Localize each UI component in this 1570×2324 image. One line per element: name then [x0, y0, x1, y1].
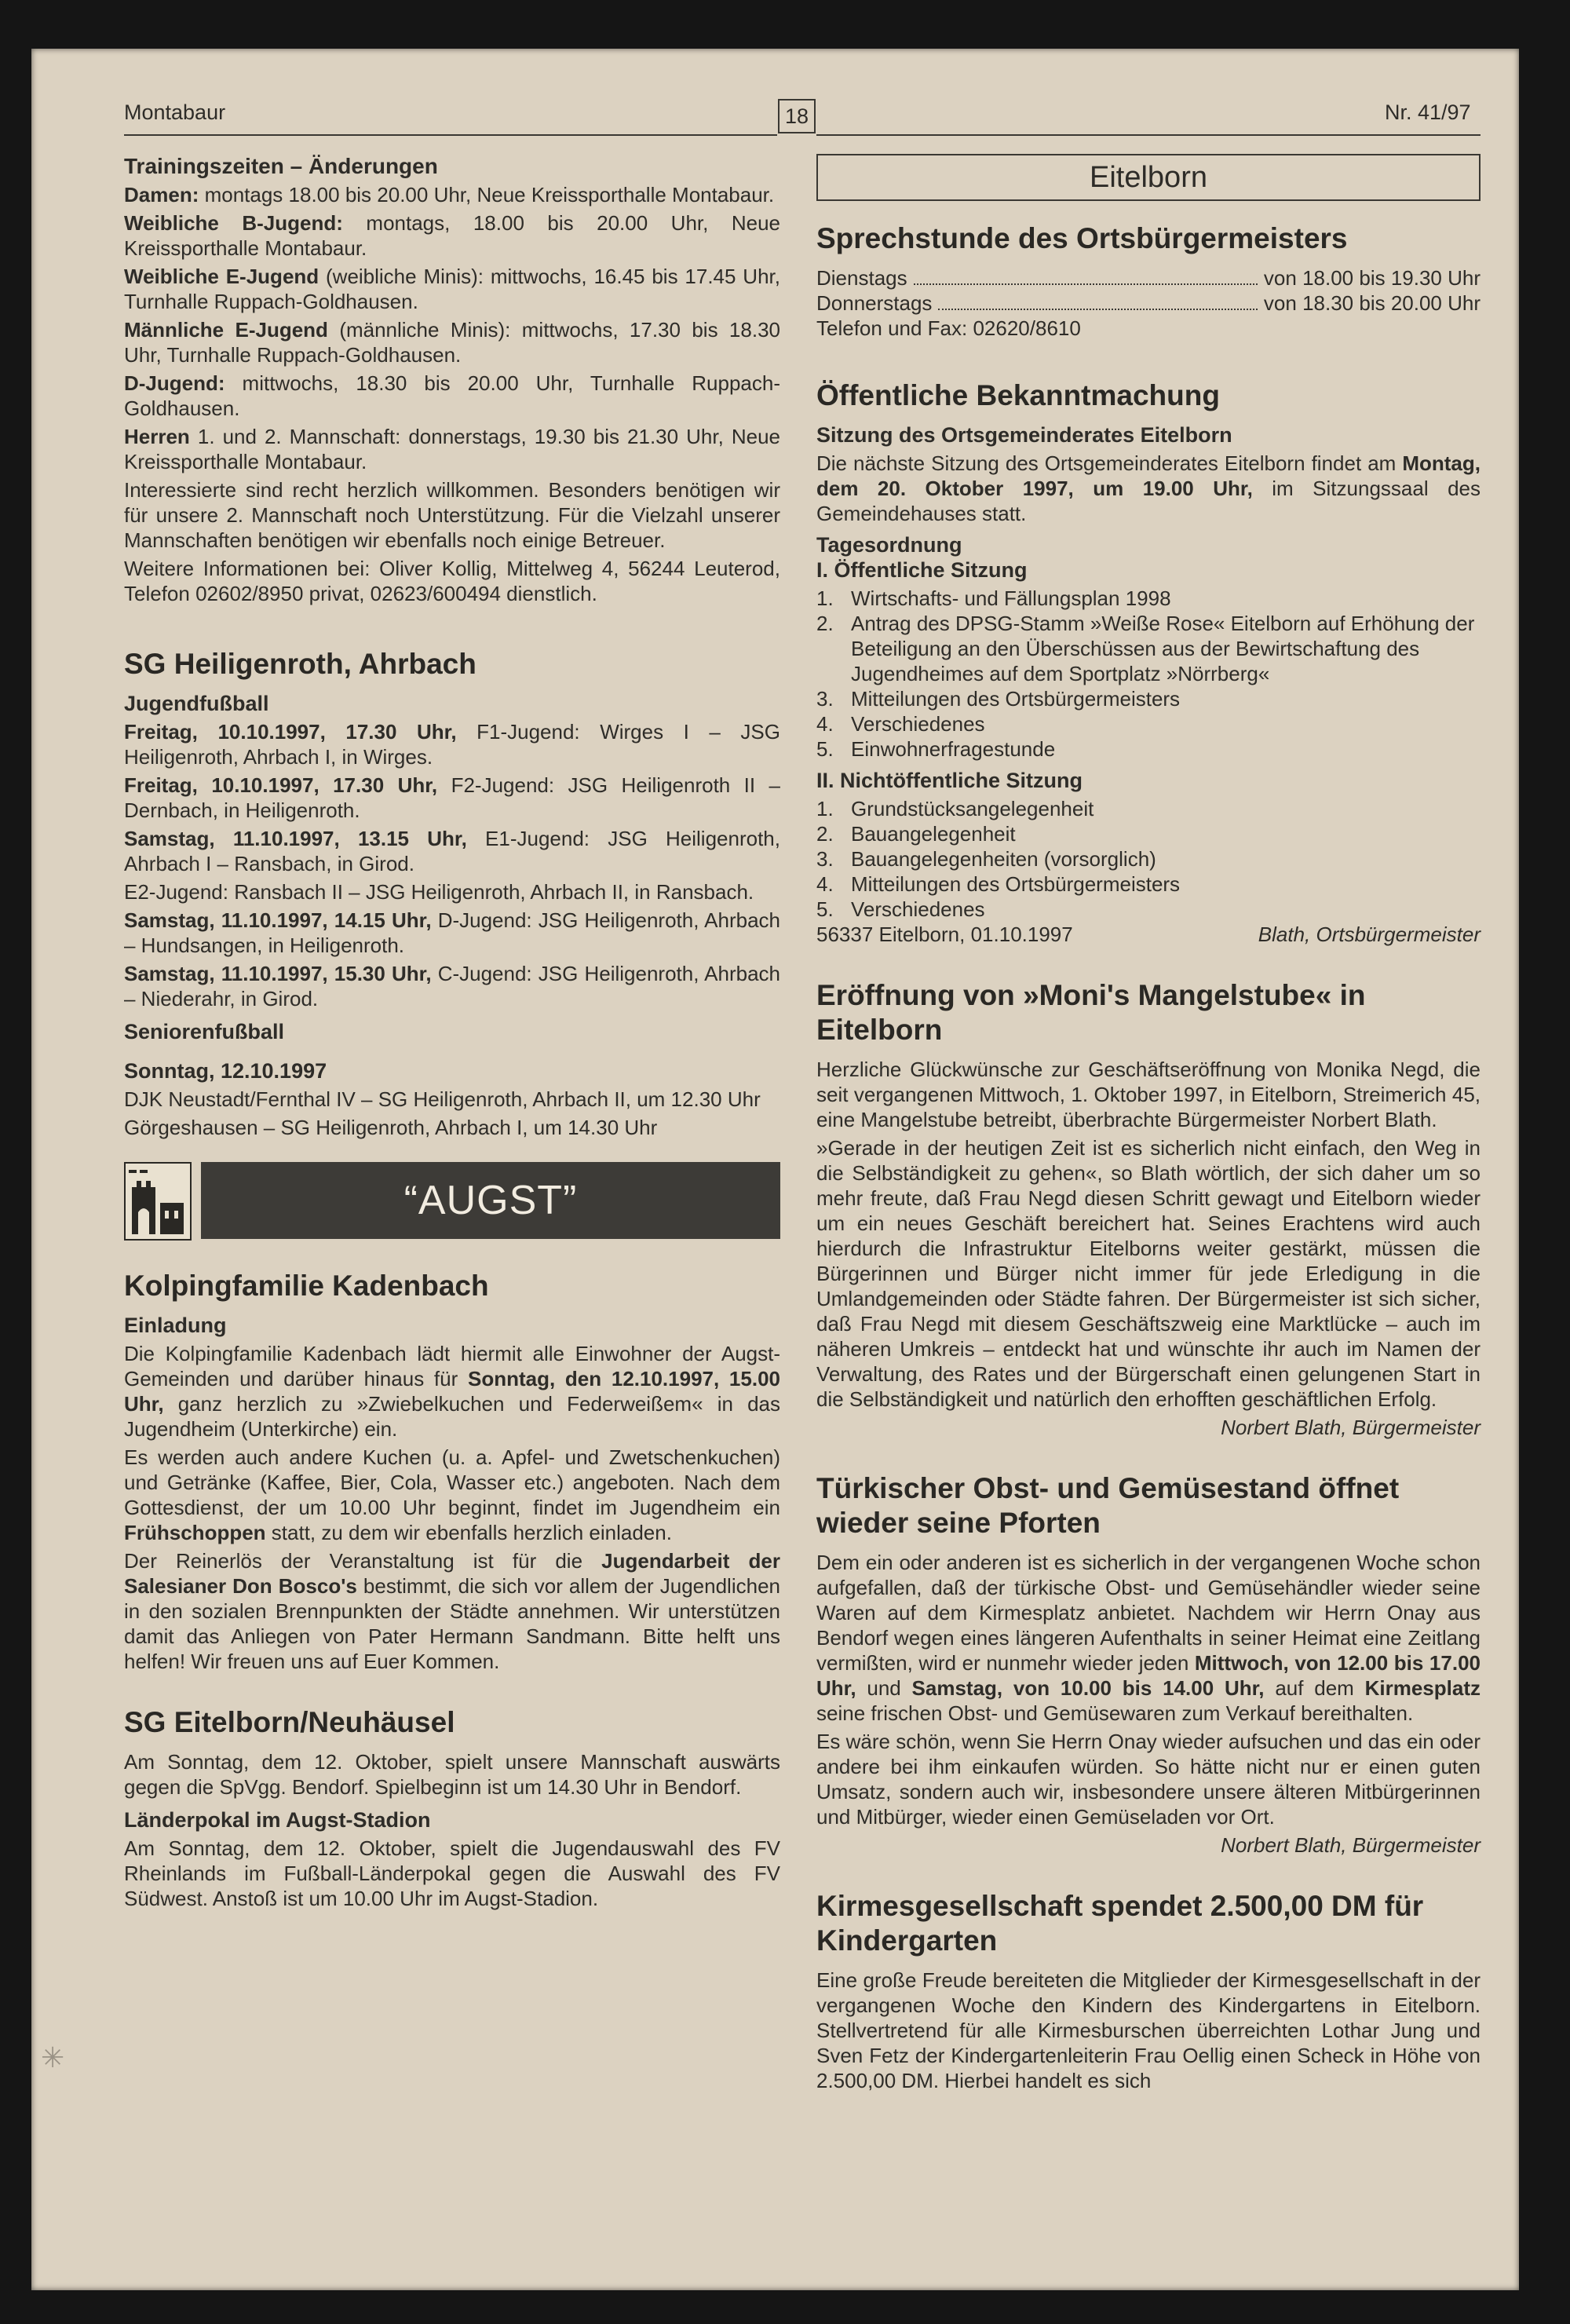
kolping-title: Kolpingfamilie Kadenbach: [124, 1270, 489, 1302]
senioren-game: DJK Neustadt/Fernthal IV – SG Heiligenroth, Ahrbach II, um 12.30 Uhr: [124, 1087, 761, 1111]
header-rule-right: [816, 134, 1481, 136]
bekanntmachung-paragraph: Die nächste Sitzung des Ortsgemeinderates Eitelborn findet am Montag, dem 20. Oktober 1997, um 19.00 Uhr, im Sitzungssaal des Gemeindehauses statt.: [816, 451, 1481, 525]
list-item: 4. Verschiedenes: [816, 712, 985, 736]
public-session-title: I. Öffentliche Sitzung: [816, 558, 1028, 582]
private-session-title: II. Nichtöffentliche Sitzung: [816, 769, 1083, 792]
kolping-sub: Einladung: [124, 1314, 227, 1337]
signature: Norbert Blath, Bürgermeister: [1221, 1833, 1481, 1857]
training-item: Männliche E-Jugend (männliche Minis): mittwochs, 17.30 bis 18.30 Uhr, Turnhalle Ruppach-Goldhausen.: [124, 318, 780, 367]
sg-heiligenroth-title: SG Heiligenroth, Ahrbach: [124, 648, 476, 680]
augst-section-banner: [124, 1162, 780, 1239]
list-item: 3. Bauangelegenheiten (vorsorglich): [816, 847, 1156, 871]
bekanntmachung-title: Öffentliche Bekanntmachung: [816, 379, 1220, 411]
sg-eitelborn-paragraph: Am Sonntag, dem 12. Oktober, spielt unsere Mannschaft auswärts gegen die SpVgg. Bendorf. Spielbeginn ist um 14.30 Uhr in Bendorf.: [124, 1750, 780, 1799]
list-item: 2. Bauangelegenheit: [816, 822, 1016, 846]
left-column: [124, 154, 780, 1914]
game-item: Samstag, 11.10.1997, 15.30 Uhr, C-Jugend: JSG Heiligenroth, Ahrbach – Niederahr, in Girod.: [124, 962, 780, 1010]
game-item: Freitag, 10.10.1997, 17.30 Uhr, F1-Jugend: Wirges I – JSG Heiligenroth, Ahrbach I, in Wirges.: [124, 720, 780, 769]
header-issue: Nr. 41/97: [1385, 100, 1471, 124]
game-item: E2-Jugend: Ransbach II – JSG Heiligenroth, Ahrbach II, in Ransbach.: [124, 880, 754, 904]
mangelstube-title: Eröffnung von »Moni's Mangelstube« in Eitelborn: [816, 979, 1366, 1046]
mangelstube-paragraph: »Gerade in der heutigen Zeit ist es sicherlich nicht einfach, den Weg in die Selbständigkeit zu gehen«, so Blath wörtlich, der sich daher um so mehr freute, daß Frau Negd diesen Schritt gewagt und Eitelborn wieder um ein neues Geschäft bereichert hat. Seines Erachtens wird auch hierdurch die Infrastruktur Eitelborns weiter gestärkt, müssen die Bürgerinnen und Bürger nicht immer für jede Erledigung in die Umlandgemeinden oder Städte fahren. Der Bürgermeister ist sich sicher, daß Frau Negd mit diesem Geschäftszweig eine Marktlücke – auch im näheren Umkreis – entdeckt hat und wünschte ihr auch im Namen der Verwaltung, des Rates und der Bürgerschaft einen gelungenen Start in die Selbständigkeit und natürlich den erhofften geschäftlichen Erfolg.: [816, 1136, 1481, 1411]
signature: Norbert Blath, Bürgermeister: [1221, 1416, 1481, 1439]
list-item: 3. Mitteilungen des Ortsbürgermeisters: [816, 687, 1181, 711]
training-item: Damen: montags 18.00 bis 20.00 Uhr, Neue Kreissporthalle Montabaur.: [124, 183, 775, 206]
laenderpokal-title: Länderpokal im Augst-Stadion: [124, 1808, 431, 1832]
kolping-paragraph: Der Reinerlös der Veranstaltung ist für die Jugendarbeit der Salesianer Don Bosco's bestimmt, die sich vor allem der Jugendlichen in den sozialen Brennpunkten der Städte annehmen. Wir unterstützen damit das Anliegen von Pater Hermann Sandmann. Bitte helft uns helfen! Wir freuen uns auf Euer Kommen.: [124, 1549, 780, 1673]
bekanntmachung-signature-line: [816, 922, 1481, 947]
game-item: Samstag, 11.10.1997, 13.15 Uhr, E1-Jugend: JSG Heiligenroth, Ahrbach I – Ransbach, in Girod.: [124, 827, 780, 875]
signature: Blath, Ortsbürgermeister: [1258, 923, 1481, 946]
page-number: 18: [778, 99, 816, 133]
obststand-title: Türkischer Obst- und Gemüsestand öffnet wieder seine Pforten: [816, 1472, 1400, 1539]
list-item: 1. Wirtschafts- und Fällungsplan 1998: [816, 586, 1171, 610]
obststand-paragraph: Dem ein oder anderen ist es sicherlich in der vergangenen Woche schon aufgefallen, daß der türkische Obst- und Gemüsehändler wieder seine Waren auf dem Kirmesplatz anbietet. Nachdem wir Herrn Onay aus Bendorf wegen eines längeren Aufenthalts in seiner Heimat eine Zeitlang vermißten, wird er nunmehr wieder jeden Mittwoch, von 12.00 bis 17.00 Uhr, und Samstag, von 10.00 bis 14.00 Uhr, auf dem Kirmesplatz seine frischen Obst- und Gemüsewaren zum Verkauf bereithalten.: [816, 1551, 1481, 1725]
list-item: 5. Verschiedenes: [816, 897, 985, 921]
kirmes-title: Kirmesgesellschaft spendet 2.500,00 DM für Kindergarten: [816, 1890, 1424, 1957]
training-title: Trainingszeiten – Änderungen: [124, 154, 438, 178]
senioren-date: Sonntag, 12.10.1997: [124, 1059, 327, 1083]
agenda-title: Tagesordnung: [816, 533, 962, 557]
header-town: Montabaur: [124, 100, 226, 124]
private-agenda-list: [816, 796, 1481, 922]
kolping-paragraph: Die Kolpingfamilie Kadenbach lädt hiermit alle Einwohner der Augst-Gemeinden und darüber hinaus für Sonntag, den 12.10.1997, 15.00 Uhr, ganz herzlich zu »Zwiebelkuchen und Federweißem« in das Jugendheim (Unterkirche) ein.: [124, 1342, 780, 1441]
sprechstunde-title: Sprechstunde des Ortsbürgermeisters: [816, 222, 1348, 254]
kirmes-paragraph: Eine große Freude bereiteten die Mitglieder der Kirmesgesellschaft in der vergangenen Woche den Kindern des Kindergartens in Eitelborn. Stellvertretend für alle Kirmesburschen überreichten Lothar Jung und Sven Fetz der Kindergartenleiterin Frau Oellig einen Scheck in Höhe von 2.500,00 DM. Hierbei handelt es sich: [816, 1968, 1481, 2092]
sprechstunde-row: Donnerstags von 18.30 bis 20.00 Uhr: [816, 291, 1481, 315]
header-rule-left: [124, 134, 777, 136]
list-item: 5. Einwohnerfragestunde: [816, 737, 1056, 761]
list-item: 4. Mitteilungen des Ortsbürgermeisters: [816, 872, 1181, 896]
augst-banner-label: “AUGST”: [201, 1162, 780, 1239]
sprechstunde-contact: Telefon und Fax: 02620/8610: [816, 316, 1081, 340]
bekanntmachung-sub: Sitzung des Ortsgemeinderates Eitelborn: [816, 423, 1232, 447]
public-agenda-list: [816, 586, 1481, 762]
senioren-title: Seniorenfußball: [124, 1020, 285, 1043]
castle-logo-icon: [124, 1162, 192, 1241]
training-item: Weibliche E-Jugend (weibliche Minis): mittwochs, 16.45 bis 17.45 Uhr, Turnhalle Ruppach-Goldhausen.: [124, 265, 780, 313]
sparkle-mark-icon: ✳: [41, 2041, 65, 2074]
game-item: Freitag, 10.10.1997, 17.30 Uhr, F2-Jugend: JSG Heiligenroth II – Dernbach, in Heiligenroth.: [124, 773, 780, 822]
training-contact: Weitere Informationen bei: Oliver Kollig, Mittelweg 4, 56244 Leuterod, Telefon 02602/8950 privat, 02623/600494 dienstlich.: [124, 557, 780, 605]
training-item: Herren 1. und 2. Mannschaft: donnerstags, 19.30 bis 21.30 Uhr, Neue Kreissporthalle Montabaur.: [124, 425, 780, 473]
sg-eitelborn-title: SG Eitelborn/Neuhäusel: [124, 1706, 455, 1738]
senioren-game: Görgeshausen – SG Heiligenroth, Ahrbach I, um 14.30 Uhr: [124, 1116, 658, 1139]
list-item: 1. Grundstücksangelegenheit: [816, 797, 1094, 820]
right-column: [816, 154, 1481, 2096]
jugend-title: Jugendfußball: [124, 692, 269, 715]
training-item: Weibliche B-Jugend: montags, 18.00 bis 20.00 Uhr, Neue Kreissporthalle Montabaur.: [124, 211, 780, 260]
laenderpokal-paragraph: Am Sonntag, dem 12. Oktober, spielt die Jugendauswahl des FV Rheinlands im Fußball-Länderpokal gegen die Auswahl des FV Südwest. Anstoß ist um 10.00 Uhr im Augst-Stadion.: [124, 1836, 780, 1910]
list-item: 2. Antrag des DPSG-Stamm »Weiße Rose« Eitelborn auf Erhöhung der Beteiligung an den Überschüssen aus der Bewirtschaftung des Jugendheimes auf dem Sportplatz »Nörrberg«: [816, 612, 1475, 685]
place-date: 56337 Eitelborn, 01.10.1997: [816, 923, 1073, 946]
eitelborn-banner: Eitelborn: [816, 154, 1481, 201]
sprechstunde-row: Dienstags von 18.00 bis 19.30 Uhr: [816, 266, 1481, 290]
training-paragraph: Interessierte sind recht herzlich willkommen. Besonders benötigen wir für unsere 2. Mannschaft noch Unterstützung. Für die Vielzahl unserer Mannschaften benötigen wir ebenfalls noch einige Betreuer.: [124, 478, 780, 552]
training-item: D-Jugend: mittwochs, 18.30 bis 20.00 Uhr, Turnhalle Ruppach-Goldhausen.: [124, 371, 780, 420]
mangelstube-paragraph: Herzliche Glückwünsche zur Geschäftseröffnung von Monika Negd, die seit vergangenen Mittwoch, 1. Oktober 1997, in Eitelborn, Streimerich 45, eine Mangelstube betreibt, überbrachte Bürgermeister Norbert Blath.: [816, 1058, 1481, 1131]
kolping-paragraph: Es werden auch andere Kuchen (u. a. Apfel- und Zwetschenkuchen) und Getränke (Kaffee, Bier, Cola, Wasser etc.) angeboten. Nach dem Gottesdienst, der um 10.00 Uhr beginnt, findet im Jugendheim ein Frühschoppen statt, zu dem wir ebenfalls herzlich einladen.: [124, 1445, 780, 1544]
game-item: Samstag, 11.10.1997, 14.15 Uhr, D-Jugend: JSG Heiligenroth, Ahrbach – Hundsangen, in Heiligenroth.: [124, 908, 780, 957]
obststand-paragraph: Es wäre schön, wenn Sie Herrn Onay wieder aufsuchen und das ein oder andere bei ihm einkaufen würden. So hätte nicht nur er einen guten Umsatz, sondern auch wir, insbesondere unsere älteren Mitbürgerinnen und Mitbürger, wieder einen Gemüseladen vor Ort.: [816, 1730, 1481, 1829]
